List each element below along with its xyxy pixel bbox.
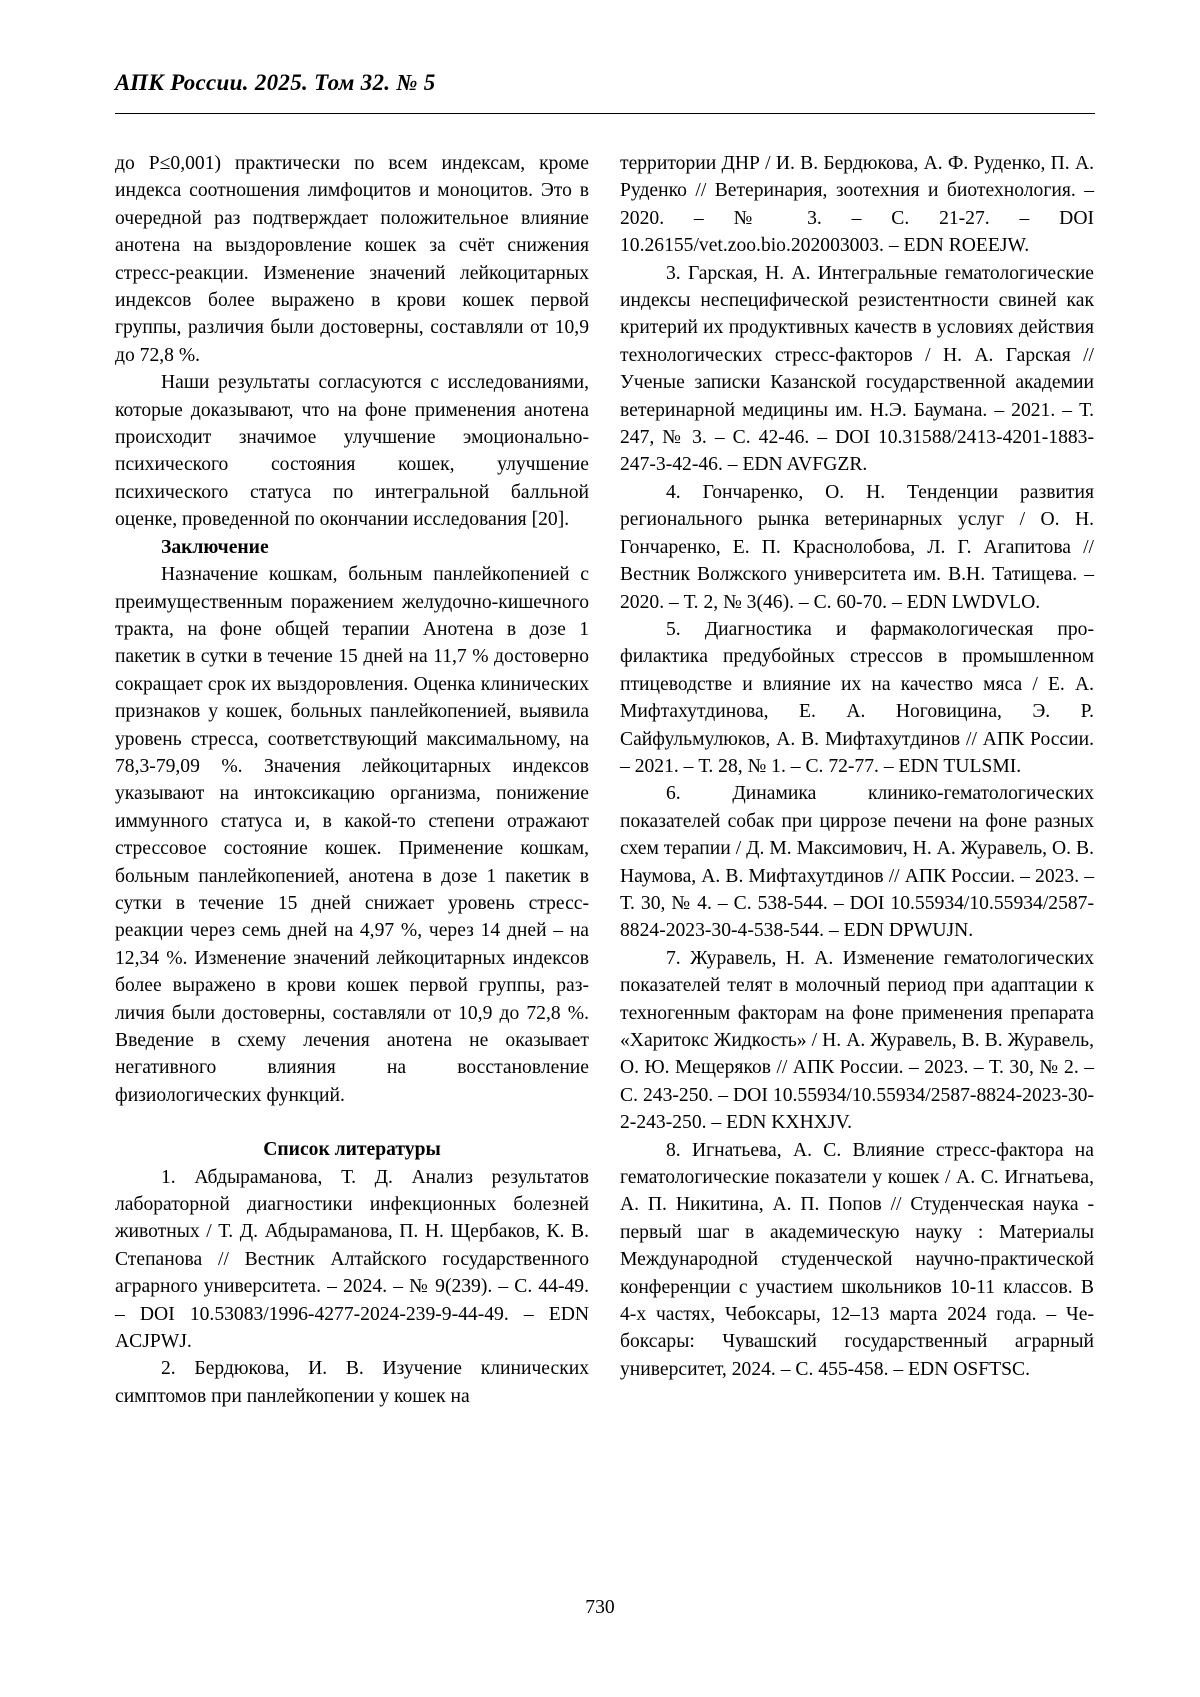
reference-item: 2. Бердюкова, И. В. Изучение клинических симптомов при панлейкопении у кошек на	[115, 1358, 589, 1407]
reference-item: 6. Динамика клинико-гематологических показателей собак при циррозе печени на фоне разных схем терапии / Д. М. Максимович, Н. А. Журавель, О. В. Наумова, А. В. Мифтахутдинов // АПК России. – 2023. – Т. 30, № 4. – С. 538-544. – DOI 10.55934/10.55934/2587-8824-2023-30-4-538-544. – EDN DPWUJN.	[620, 783, 1094, 942]
right-column	[620, 150, 1094, 1383]
reference-item: 4. Гончаренко, О. Н. Тенденции развития регионального рынка ветеринарных услуг / О. Н. Гончаренко, Е. П. Краснолобова, Л. Г. Агапитова // Вестник Волжского университета им. В.Н. Татищева. – 2020. – Т. 2, № 3(46). – С. 60-70. – EDN LWDVLO.	[620, 481, 1094, 613]
left-column	[115, 150, 589, 1410]
page-number: 730	[585, 1597, 615, 1618]
journal-header: АПК России. 2025. Том 32. № 5	[115, 70, 436, 95]
reference-item: 7. Журавель, Н. А. Изменение гематологических показателей телят в молочный период при адаптации к техногенным факторам на фоне применения препарата «Харитокс Жидкость» / Н. А. Журавель, В. В. Журавель, О. Ю. Мещеряков // АПК России. – 2023. – Т. 30, № 2. – С. 243-250. – DOI 10.55934/10.55934/2587-8824-2023-30-2-243-250. – EDN KXHXJV.	[620, 947, 1094, 1134]
reference-item: 5. Диагностика и фармакологическая профилактика предубойных стрессов в промышленном птицеводстве и влияние их на качество мяса / Е. А. Мифтахутдинова, Е. А. Ноговицина, Э. Р. Сайфульмулюков, А. В. Мифтахутдинов // АПК России. – 2021. – Т. 28, № 1. – С. 72-77. – EDN TULSMI.	[620, 618, 1094, 777]
section-heading-conclusion: Заключение	[161, 536, 269, 558]
reference-item: 3. Гарская, Н. А. Интегральные гематологические индексы неспецифической резистентности свиней как критерий их продуктивных качеств в условиях действия технологических стресс-факторов / Н. А. Гарская // Ученые записки Казанской государственной академии ветеринарной медицины им. Н.Э. Баумана. – 2021. – Т. 247, № 3. – С. 42-46. – DOI 10.31588/2413-4201-1883-247-3-42-46. – EDN AVFGZR.	[620, 262, 1094, 476]
body-paragraph: Наши результаты согласуются с исследованиями, которые доказывают, что на фоне применения анотена происходит значимое улучшение эмоционально-психического состояния кошек, улучшение психического статуса по интегральной балльной оценке, проведенной по окончании исследования [20].	[115, 372, 589, 531]
body-paragraph: Назначение кошкам, больным панлейкопенией с преимущественным поражением желудочно-кишечного тракта, на фоне общей терапии Анотена в дозе 1 пакетик в сутки в течение 15 дней на 11,7 % достоверно сокращает срок их выздоровления. Оценка клинических признаков у кошек, больных панлейкопенией, выявила уровень стресса, соответствующий максимальному, на 78,3-79,09 %. Значения лейкоцитарных индексов указывают на интоксикацию организма, понижение иммунного статуса и, в какой-то степени отражают стрессовое состояние кошек. Применение кошкам, больным панлейкопенией, анотена в дозе 1 пакетик в сутки в течение 15 дней снижает уровень стресс-реакции через семь дней на 4,97 %, через 14 дней – на 12,34 %. Изменение значений лейкоцитарных индексов более выражено в крови кошек первой группы, различия были достоверны, составляли от 10,9 до 72,8 %. Введение в схему лечения анотена не оказывает негативного влияния на восстановление физиологических функций.	[115, 564, 589, 1106]
section-heading-references: Список литературы	[263, 1139, 441, 1161]
reference-item: территории ДНР / И. В. Бердюкова, А. Ф. Руденко, П. А. Руденко // Ветеринария, зоотехния и биотехнология. – 2020. – № 3. – С. 21-27. – DOI 10.26155/vet.zoo.bio.202003003. – EDN ROEEJW.	[620, 153, 1094, 257]
reference-item: 1. Абдыраманова, Т. Д. Анализ результатов лабораторной диагностики инфекционных болезней животных / Т. Д. Абдыраманова, П. Н. Щербаков, К. В. Степанова // Вестник Алтайского государственного аграрного университета. – 2024. – № 9(239). – С. 44-49. – DOI 10.53083/1996-4277-2024-239-9-44-49. – EDN ACJPWJ.	[115, 1166, 589, 1353]
body-paragraph: до P≤0,001) практически по всем индексам, кроме индекса соотношения лимфоцитов и моноцитов. Это в очередной раз подтверждает положительное влияние анотена на выздоровление кошек за счёт снижения стресс-реакции. Изменение значений лейкоцитарных индексов более выражено в крови кошек первой группы, различия были достоверны, составляли от 10,9 до 72,8 %.	[115, 153, 589, 366]
header-rule	[115, 113, 1095, 114]
reference-item: 8. Игнатьева, А. С. Влияние стресс-фактора на гематологические показатели у кошек / А. С. Игнатьева, А. П. Никитина, А. П. Попов // Студенческая наука - первый шаг в академическую науку : Материалы Международной студенческой научно-практической конференции с участием школьников 10-11 классов. В 4-х частях, Чебоксары, 12–13 марта 2024 года. – Чебоксары: Чувашский государственный аграрный университет, 2024. – С. 455-458. – EDN OSFTSC.	[620, 1139, 1094, 1380]
